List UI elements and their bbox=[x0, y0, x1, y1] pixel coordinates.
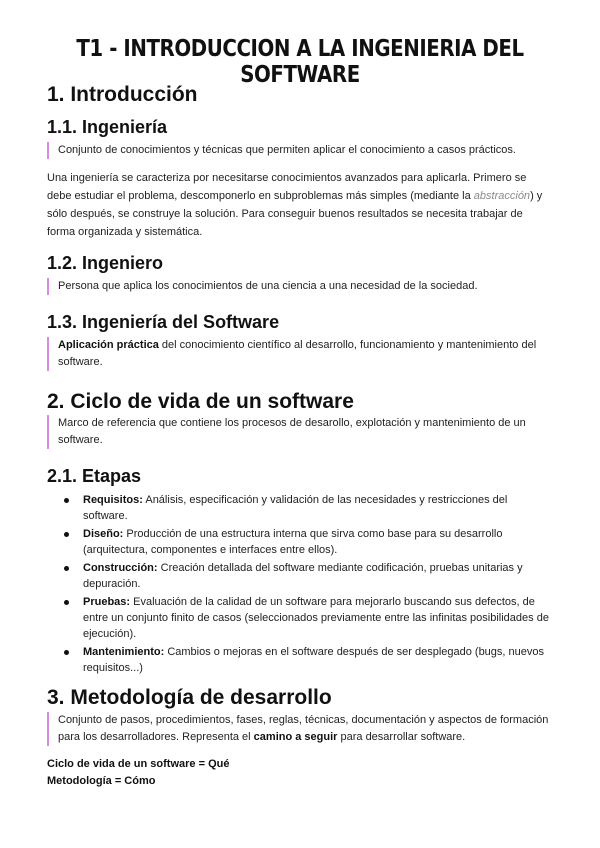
list-item-mantenimiento bbox=[47, 644, 552, 676]
stage-term: Diseño: bbox=[83, 528, 124, 540]
camino-a-seguir-bold: camino a seguir bbox=[253, 731, 338, 743]
stage-term: Mantenimiento: bbox=[83, 646, 165, 658]
stage-term: Pruebas: bbox=[83, 596, 131, 608]
section-3-heading: 3. Metodología de desarrollo bbox=[47, 686, 332, 709]
section-1-2-quote: Persona que aplica los conocimientos de una ciencia a una necesidad de la sociedad. bbox=[47, 278, 558, 295]
list-item-diseno bbox=[47, 526, 552, 558]
bullet-icon bbox=[64, 532, 69, 537]
section-1-1-quote: Conjunto de conocimientos y técnicas que permiten aplicar el conocimiento a casos prácticos. bbox=[47, 142, 558, 159]
section-1-3-quote-text: del conocimiento científico al desarrollo, funcionamiento y mantenimiento del software. bbox=[58, 339, 537, 368]
list-item-construccion bbox=[47, 560, 552, 592]
aplicacion-practica-bold: Aplicación práctica bbox=[58, 339, 159, 351]
paragraph-text-1: Una ingeniería se caracteriza por necesitarse conocimientos avanzados para aplicarla. Primero se debe estudiar el problema, descomponerlo en subproblemas más simples (mediante la bbox=[47, 172, 527, 202]
section-3-quote bbox=[47, 712, 558, 746]
abstraccion-emphasis: abstracción bbox=[473, 190, 531, 202]
stage-term: Requisitos: bbox=[83, 494, 143, 506]
stage-text: Análisis, especificación y validación de las necesidades y restricciones del software. bbox=[83, 494, 508, 522]
summary-line-que: Ciclo de vida de un software = Qué bbox=[47, 758, 230, 770]
stages-list bbox=[47, 492, 552, 678]
bullet-icon bbox=[64, 498, 69, 503]
list-item-requisitos bbox=[47, 492, 552, 524]
section-1-3-heading: 1.3. Ingeniería del Software bbox=[47, 312, 280, 332]
bullet-icon bbox=[64, 600, 69, 605]
section-1-1-paragraph bbox=[47, 169, 552, 241]
section-2-1-heading: 2.1. Etapas bbox=[47, 466, 142, 486]
stage-text: Evaluación de la calidad de un software para mejorarlo buscando sus defectos, de entre un conjunto finito de casos (seleccionados previamente entre las infinitas posibilidades de ejecución). bbox=[83, 596, 549, 640]
section-1-3-quote bbox=[47, 337, 558, 371]
section-3-quote-text-1: Conjunto de pasos, procedimientos, fases, reglas, técnicas, documentación y aspectos de formación para los desarrolladores. Representa el bbox=[58, 714, 549, 743]
bullet-icon bbox=[64, 566, 69, 571]
section-3-quote-text-2: para desarrollar software. bbox=[337, 731, 466, 743]
stage-text: Producción de una estructura interna que sirva como base para su desarrollo (arquitectura, componentes e interfaces entre ellos). bbox=[83, 528, 503, 556]
list-item-pruebas bbox=[47, 594, 552, 642]
stage-text: Cambios o mejoras en el software después de ser desplegado (bugs, nuevos requisitos...) bbox=[83, 646, 545, 674]
document-title: T1 - INTRODUCCION A LA INGENIERIA DEL SOFTWARE bbox=[76, 36, 524, 88]
section-2-heading: 2. Ciclo de vida de un software bbox=[47, 390, 354, 413]
section-1-1-heading: 1.1. Ingeniería bbox=[47, 117, 168, 137]
section-1-heading: 1. Introducción bbox=[47, 83, 198, 106]
bullet-icon bbox=[64, 650, 69, 655]
stage-term: Construcción: bbox=[83, 562, 158, 574]
section-1-2-heading: 1.2. Ingeniero bbox=[47, 253, 164, 273]
section-2-quote: Marco de referencia que contiene los procesos de desarollo, explotación y mantenimiento de un software. bbox=[47, 415, 558, 449]
paragraph-text-2: ) y sólo después, se construye la solución. Para conseguir buenos resultados se necesita trabajar de forma organizada y sistemática. bbox=[47, 190, 543, 238]
stage-text: Creación detallada del software mediante codificación, pruebas unitarias y depuración. bbox=[83, 562, 523, 590]
summary-line-como: Metodología = Cómo bbox=[47, 775, 156, 787]
